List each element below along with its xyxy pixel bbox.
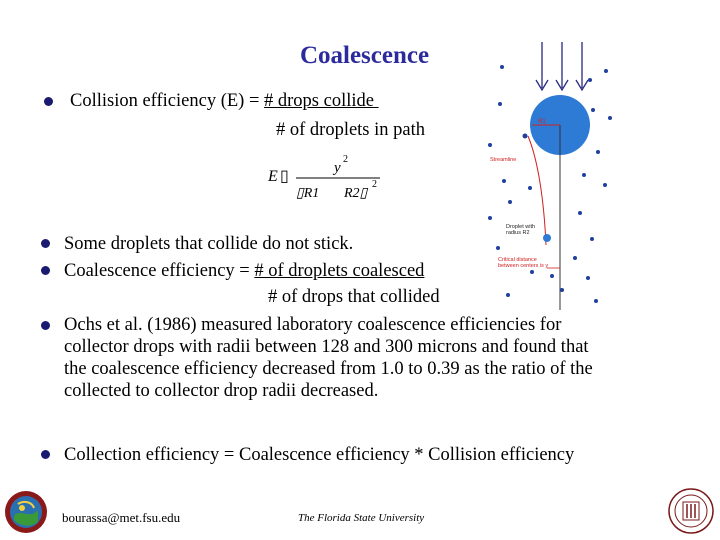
critical-label-2: between centers is y <box>498 263 549 269</box>
formula-y-exp: 2 <box>343 154 348 165</box>
bullet-dot <box>41 450 50 459</box>
meteorology-logo-icon <box>4 490 48 534</box>
footer-email: bourassa@met.fsu.edu <box>62 510 181 525</box>
bullet-dot <box>41 239 50 248</box>
r1-label: R1 <box>538 119 546 125</box>
formula-den-left: ▯R1 <box>296 186 320 201</box>
collision-denominator: # of droplets in path <box>276 120 426 140</box>
bullet-dot <box>44 97 53 106</box>
formula-den-right: R2▯ <box>344 186 368 201</box>
droplet-label-2: radius R2 <box>506 230 530 236</box>
slide-title: Coalescence <box>299 42 430 69</box>
collection-efficiency-text: Collection efficiency = Coalescence efficiency * Collision efficiency <box>64 445 575 465</box>
droplet-label-1: Droplet with <box>506 224 536 230</box>
footer-university: The Florida State University <box>298 512 425 524</box>
collision-efficiency-line <box>70 90 418 112</box>
bullet-dot <box>41 266 50 275</box>
formula-den-exp: 2 <box>372 179 377 190</box>
ochs-line-3: the coalescence efficiency decreased from 1.0 to 0.39 as the ratio of the <box>64 359 593 379</box>
coalescence-efficiency-line <box>64 260 424 282</box>
no-stick-text: Some droplets that collide do not stick. <box>64 234 354 254</box>
ochs-line-1: Ochs et al. (1986) measured laboratory coalescence efficiencies for <box>64 315 562 335</box>
ochs-line-2: collector drops with radii between 128 and 300 microns and found that <box>64 337 589 357</box>
coalescence-numerator: # of droplets coalesced <box>254 261 425 281</box>
university-seal-icon <box>668 488 714 534</box>
coalescence-denominator: # of drops that collided <box>268 287 440 307</box>
small-droplet <box>543 234 551 242</box>
ochs-line-4: collected to collector drop radii decreased. <box>64 381 379 401</box>
coalescence-efficiency-label: Coalescence efficiency = <box>64 261 255 281</box>
critical-label-1: Critical distance <box>498 257 537 263</box>
ochs-paragraph <box>64 314 664 402</box>
formula-y: y <box>334 160 341 176</box>
streamline-label: Streamline <box>490 157 517 163</box>
formula-symbol: ▯ <box>280 166 289 185</box>
bullet-dot <box>41 321 50 330</box>
collision-formula <box>262 150 392 206</box>
formula-e: E <box>268 168 278 185</box>
collision-numerator: # drops collide <box>264 91 374 111</box>
collision-efficiency-label: Collision efficiency (E) = <box>70 91 265 111</box>
collision-diagram <box>480 40 620 310</box>
